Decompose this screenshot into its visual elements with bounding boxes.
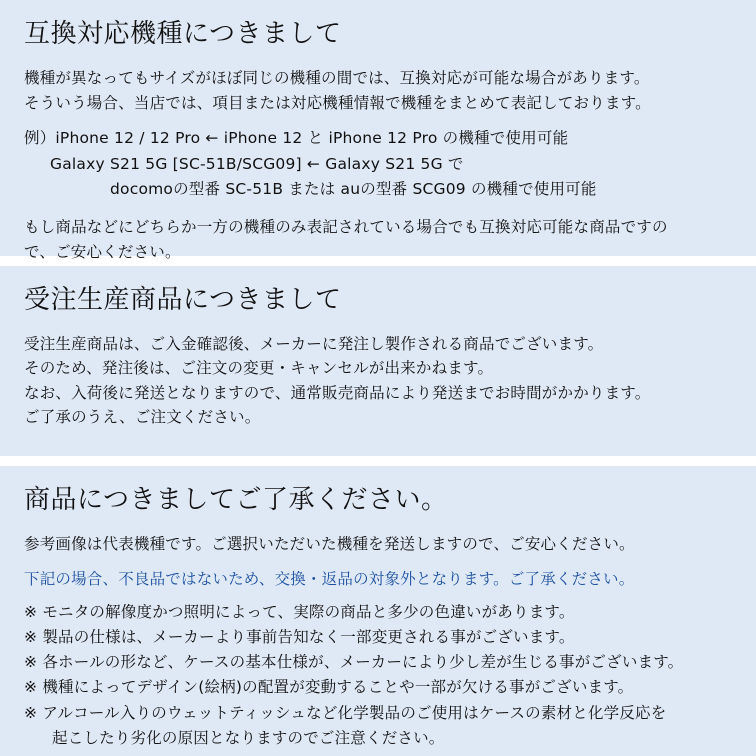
list-item-text: ※ アルコール入りのウェットティッシュなど化学製品のご使用はケースの素材と化学反応を <box>24 703 667 722</box>
paragraph-line: なお、入荷後に発送となりますので、通常販売商品により発送までお時間がかかります。 <box>24 383 651 402</box>
exclusion-note: 下記の場合、不良品ではないため、交換・返品の対象外となります。ご了承ください。 <box>24 569 635 588</box>
notice-list <box>24 600 736 752</box>
closing-line: もし商品などにどちらか一方の機種のみ表記されている場合でも互換対応可能な商品ですの <box>24 218 668 237</box>
list-item-text: ※ 機種によってデザイン(絵柄)の配置が変動することや一部が欠ける事がございます。 <box>24 678 634 697</box>
example-line-1: 例）iPhone 12 / 12 Pro ← iPhone 12 と iPhone 12 Pro の機種で使用可能 <box>24 129 569 148</box>
list-item-text: ※ 各ホールの形など、ケースの基本仕様が、メーカーにより少し差が生じる事がございます。 <box>24 653 684 672</box>
list-item-text: ※ モニタの解像度かつ照明によって、実際の商品と多少の色違いがあります。 <box>24 602 575 621</box>
list-item <box>24 650 736 675</box>
section-product-notice <box>0 466 756 756</box>
paragraph-line: そのため、発注後は、ご注文の変更・キャンセルが出来かねます。 <box>24 359 494 378</box>
list-item <box>24 675 736 700</box>
example-line-3: docomoの型番 SC-51B または auの型番 SCG09 の機種で使用可能 <box>110 180 597 199</box>
section-compatible-models <box>0 0 756 262</box>
section-heading: 受注生産商品につきまして <box>24 285 342 315</box>
list-item <box>24 701 736 752</box>
paragraph-line: 機種が異なってもサイズがほぼ同じの機種の間では、互換対応が可能な場合があります。 <box>24 68 650 87</box>
section-heading: 互換対応機種につきまして <box>24 19 342 49</box>
example-line-2: Galaxy S21 5G [SC-51B/SCG09] ← Galaxy S21 5G で <box>50 154 464 173</box>
paragraph-line: そういう場合、当店では、項目または対応機種情報で機種をまとめて表記しております。 <box>24 93 651 112</box>
section-made-to-order <box>0 266 756 456</box>
closing-line: で、ご安心ください。 <box>24 243 181 262</box>
lead-paragraph: 参考画像は代表機種です。ご選択いただいた機種を発送しますので、ご安心ください。 <box>24 534 635 553</box>
example-block <box>24 126 736 203</box>
paragraph-line: ご了承のうえ、ご注文ください。 <box>24 408 261 427</box>
list-item <box>24 625 736 650</box>
list-item-continuation: 起こしたり劣化の原因となりますのでご注意ください。 <box>52 728 445 747</box>
section-heading: 商品につきましてご了承ください。 <box>24 485 448 515</box>
list-item <box>24 600 736 625</box>
paragraph-line: 受注生産商品は、ご入金確認後、メーカーに発注し製作される商品でございます。 <box>24 334 604 353</box>
list-item-text: ※ 製品の仕様は、メーカーより事前告知なく一部変更される事がございます。 <box>24 627 575 646</box>
